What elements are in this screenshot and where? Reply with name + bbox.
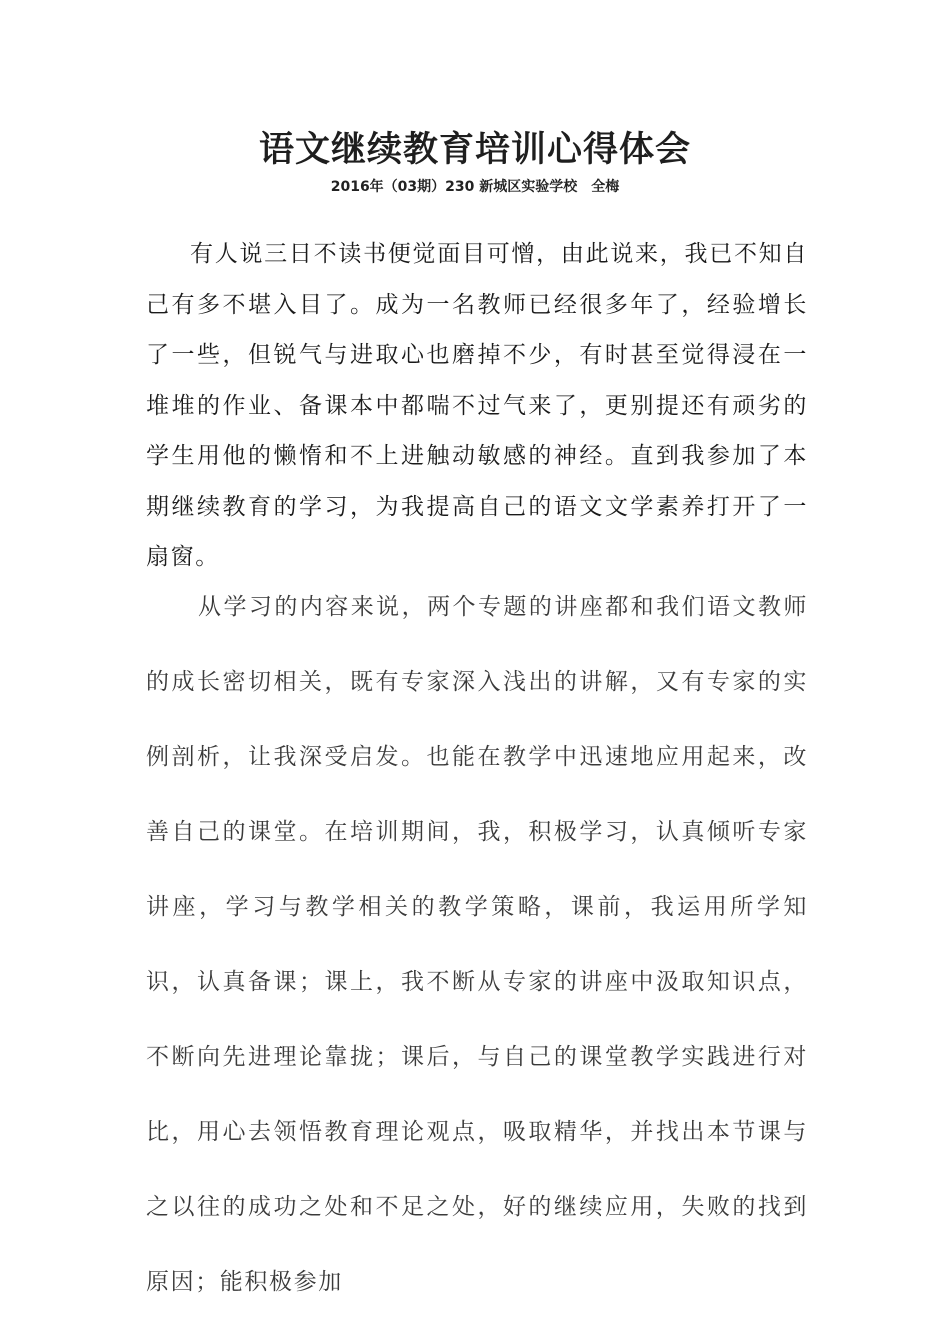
paragraph-2: 从学习的内容来说，两个专题的讲座都和我们语文教师的成长密切相关，既有专家深入浅出的讲解，又有专家的实例剖析，让我深受启发。也能在教学中迅速地应用起来，改善自己的课堂。在培训期间，我，积极学习，认真倾听专家讲座，学习与教学相关的教学策略，课前，我运用所学知识，认真备课；课上，我不断从专家的讲座中汲取知识点，不断向先进理论靠拢；课后，与自己的课堂教学实践进行对比，用心去领悟教育理论观点，吸取精华，并找出本节课与之以往的成功之处和不足之处，好的继续应用，失败的找到原因；能积极参加 xyxy=(146,594,808,1295)
paragraph-1: 有人说三日不读书便觉面目可憎，由此说来，我已不知自己有多不堪入目了。成为一名教师已经很多年了，经验增长了一些，但锐气与进取心也磨掉不少，有时甚至觉得浸在一堆堆的作业、备课本中都喘不过气来了，更别提还有顽劣的学生用他的懒惰和不上进触动敏感的神经。直到我参加了本期继续教育的学习，为我提高自己的语文文学素养打开了一扇窗。 xyxy=(146,241,808,570)
document-title: 语文继续教育培训心得体会 xyxy=(258,129,691,170)
document-subtitle: 2016年（03期）230 新城区实验学校 全梅 xyxy=(330,179,620,195)
